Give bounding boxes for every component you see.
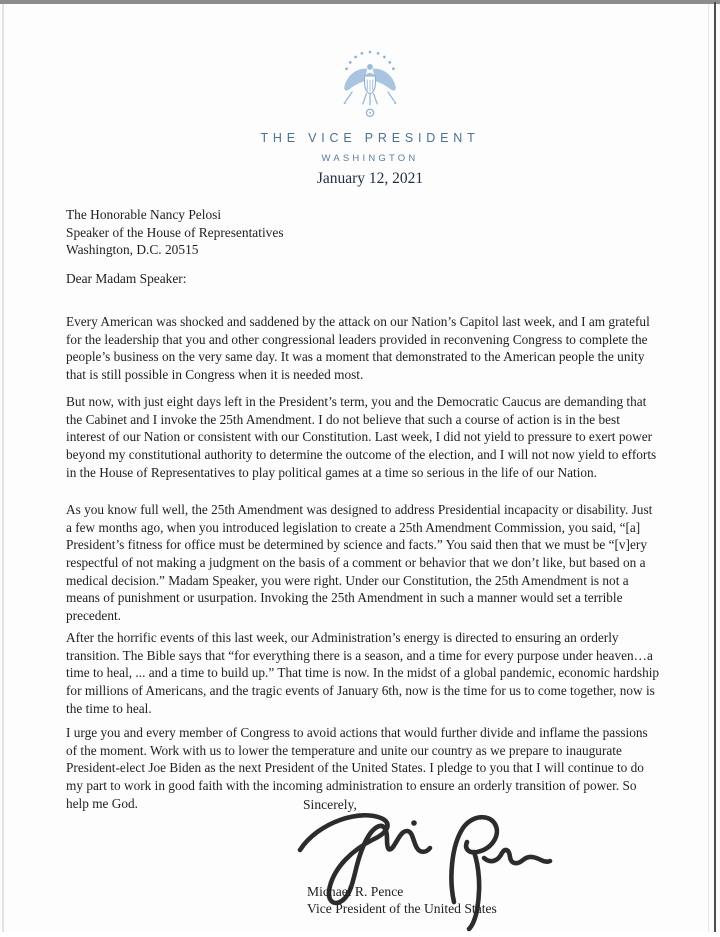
recipient-address-block <box>66 206 660 259</box>
page-left-edge <box>2 4 4 932</box>
valediction: Sincerely, <box>303 797 357 812</box>
letter-date: January 12, 2021 <box>316 170 424 187</box>
body-paragraph-4: After the horrific events of this last week, our Administration’s energy is directed to ensuring an orderly transition. The Bible says that “for everything there is a season, and a time for every purpose under heaven…a time to heal, ... and a time to build up.” That time is now. In the midst of a global pandemic, economic hardship for millions of Americans, and the tragic events of January 6th, now is the time for us to come together, now is the time to heal. <box>66 630 660 716</box>
page-top-edge <box>0 0 720 4</box>
signer-name: Michael R. Pence <box>307 884 404 899</box>
recipient-title: Speaker of the House of Representatives <box>66 224 284 240</box>
body-paragraph-1: Every American was shocked and saddened by the attack on our Nation’s Capitol last week, and I am grateful for the leadership that you and other congressional leaders provided in reconvening Congress to complete the people’s business on the very same day. It was a moment that demonstrated to the American people the unity that is still possible in Congress when it is needed most. <box>66 314 650 383</box>
body-paragraph-2: But now, with just eight days left in the President’s term, you and the Democratic Caucus are demanding that the Cabinet and I invoke the 25th Amendment. I do not believe that such a course of action is in the best interest of our Nation or consistent with our Constitution. Last week, I did not yield to pressure to exert power beyond my constitutional authority to determine the outcome of the election, and I will not now yield to efforts in the House of Representatives to play political games at a time so serious in the life of our Nation. <box>66 394 657 480</box>
signature-block <box>307 883 497 918</box>
vice-presidential-seal-icon <box>334 47 406 121</box>
signer-title: Vice President of the United States <box>307 901 497 917</box>
body-paragraph-5: I urge you and every member of Congress to avoid actions that would further divide and inflame the passions of the moment. Work with us to lower the temperature and unite our country as we prepare to inaugurate President-elect Joe Biden as the next President of the United States. I pledge to you that I will continue to do my part to work in good faith with the incoming administration to ensure an orderly transition of power. So help me God. <box>66 725 648 811</box>
recipient-city: Washington, D.C. 20515 <box>66 242 199 258</box>
body-paragraph-3: As you know full well, the 25th Amendment was designed to address Presidential incapacity or disability. Just a few months ago, when you introduced legislation to create a 25th Amendment Commission, you said, “[a] President’s fitness for office must be determined by science and facts.” You said then that we must be “[v]ery respectful of not making a judgment on the basis of a comment or behavior that we don’t like, but based on a medical decision.” Madam Speaker, you were right. Under our Constitution, the 25th Amendment is not a means of punishment or usurpation. Invoking the 25th Amendment in such a manner would set a terrible precedent. <box>66 502 653 623</box>
letterhead-title: THE VICE PRESIDENT <box>260 131 480 145</box>
salutation: Dear Madam Speaker: <box>66 271 187 286</box>
letterhead-city: WASHINGTON <box>321 153 419 164</box>
recipient-name: The Honorable Nancy Pelosi <box>66 207 222 222</box>
